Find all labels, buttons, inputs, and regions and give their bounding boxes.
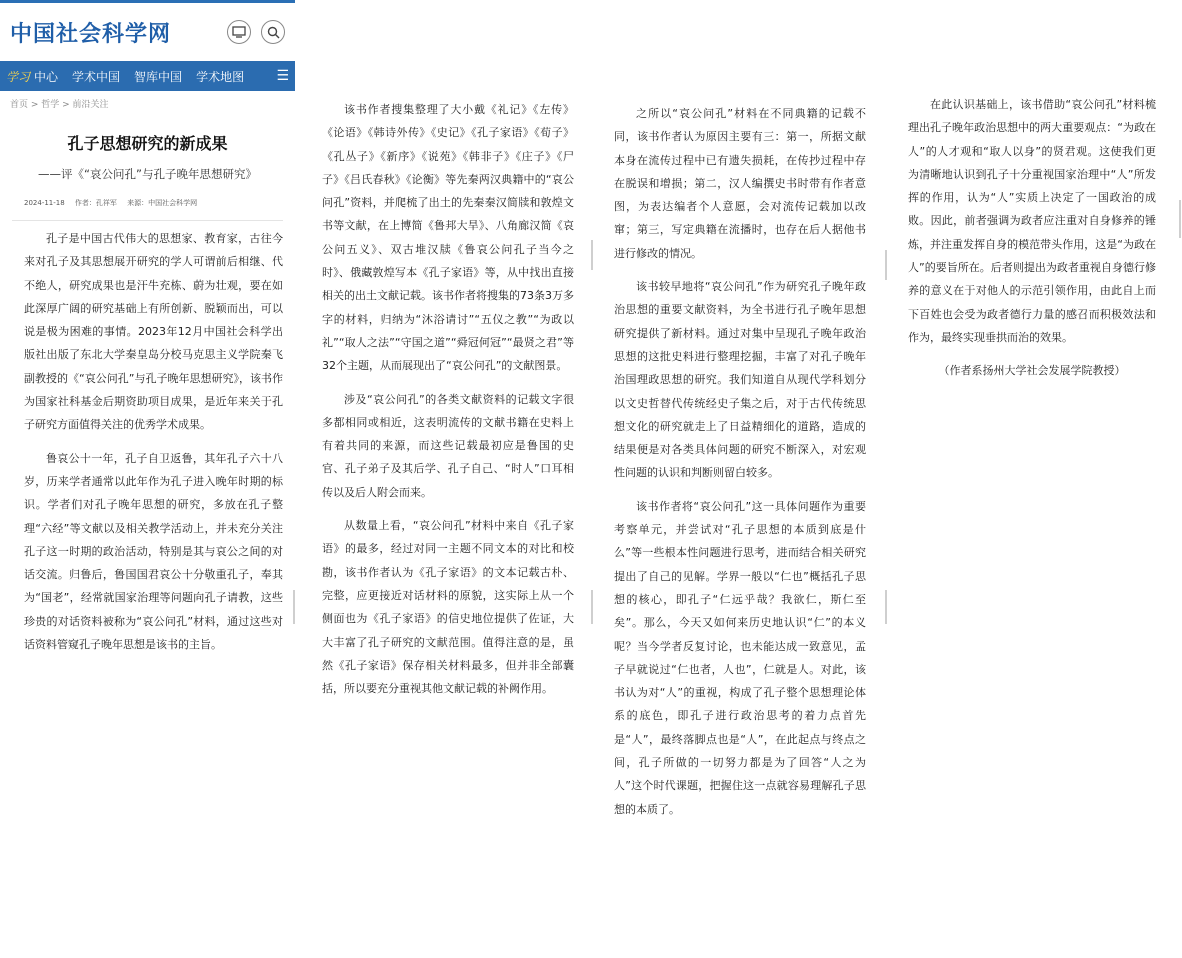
main-nav [0,61,295,91]
search-icon[interactable] [261,20,285,44]
paragraph: 孔子是中国古代伟大的思想家、教育家，古往今来对孔子及其思想展开研究的学人可谓前后相继、代不绝人，研究成果也是汗牛充栋、蔚为壮观，要在如此深厚广阔的研究基础上有所创新、脱颖而出，可以说是极为困难的事情。2023年12月中国社会科学出版社出版了东北大学秦皇岛分校马克思主义学院秦飞副教授的《“哀公问孔”与孔子晚年思想研究》，该书作为国家社科基金后期资助项目成果，是近年来关于孔子研究方面值得关注的优秀学术成果。 [24,232,283,432]
article-title: 孔子思想研究的新成果 [67,134,228,153]
site-logo[interactable]: 中国社会科学网 [10,20,172,47]
scrollbar[interactable] [591,590,593,624]
article-author: 作者：孔祥军 [74,199,117,207]
article-body-4 [890,92,1182,383]
nav-item-academic-china[interactable]: 学术中国 [72,69,121,84]
scrollbar[interactable] [591,240,593,270]
paragraph: 该书较早地将“哀公问孔”作为研究孔子晚年政治思想的重要文献资料，为全书进行孔子晚年思想研究提供了新材料。通过对集中呈现孔子晚年政治思想的这批史料进行整理挖掘，丰富了对孔子晚年治国理政思想的研究。我们知道自从现代学科划分以文史哲替代传统经史子集之后，对于古代传统思想文化的研究就走上了日益精细化的道路，造成的结果便是对各类具体问题的研究不断深入，对宏观性问题的认识和判断则留白较多。 [614,280,866,480]
article-header [12,131,283,208]
menu-icon[interactable]: ☰ [276,68,289,84]
desktop-icon[interactable] [227,20,251,44]
paragraph: 在此认识基础上，该书借助“哀公问孔”材料梳理出孔子晚年政治思想中的两大重要观点：“为政在人”的人才观和“取人以身”的贤君观。这使我们更为清晰地认识到孔子十分重视国家治理中“人”所发挥的作用，认为“人”实质上决定了一国政治的成败。因此，前者强调为政者应注重对自身修养的锤炼，并注重发挥自身的模范带头作用，这是“为政在人”的要旨所在。后者则提出为政者重视自身德行修养的意义在于对他人的示范引领作用，由此自上而下百姓也会受为政者德行力量的感召而积极效法和作为，最终实现垂拱而治的效果。 [908,98,1156,344]
article-body-3 [596,92,886,821]
paragraph: 鲁哀公十一年，孔子自卫返鲁，其年孔子六十八岁，历来学者通常以此年作为孔子进入晚年时期的标识。学者们对孔子晚年思想的研究，多放在孔子整理“六经”等文献以及相关教学活动上，并未充分关注孔子这一时期的政治活动，特别是其与哀公之间的对话交流。归鲁后，鲁国国君哀公十分敬重孔子，奉其为“国老”，经常就国家治理等问题向孔子请教，这些珍贵的对话资料被称为“哀公问孔”材料，通过这些对话资料管窥孔子晚年思想是该书的主旨。 [24,451,283,652]
article-source: 来源：中国社会科学网 [127,199,198,207]
breadcrumb[interactable]: 首页 > 哲学 > 前沿关注 [10,100,109,110]
paragraph: 之所以“哀公问孔”材料在不同典籍的记载不同，该书作者认为原因主要有三：第一，所据文献本身在流传过程中已有遗失损耗，在传抄过程中存在脱误和增损；第二，汉人编撰史书时带有作者意图，为表达编者个人意愿，会对流传记载加以改窜；第三，写定典籍在流播时，也存在后人据他书进行修改的情况。 [614,107,866,260]
article-body-2 [298,92,594,700]
article-meta [12,198,283,208]
article-panel-2 [298,92,594,958]
paragraph: 从数量上看，“哀公问孔”材料中来自《孔子家语》的最多，经过对同一主题不同文本的对比和校勘，该书作者认为《孔子家语》的文本记载古朴、完整，应更接近对话材料的原貌，这实际上从一个侧面也为《孔子家语》的信史地位提供了佐证，大大丰富了孔子研究的文献范围。值得注意的是，虽然《孔子家语》保存相关材料最多，但并非全部囊括，所以要充分重视其他文献记载的补阙作用。 [322,519,574,696]
article-date: 2024-11-18 [24,199,65,207]
article-body-1 [0,221,295,656]
article-panel-3 [596,92,886,958]
nav-item-think-tank-china[interactable]: 智库中国 [134,69,183,84]
scrollbar[interactable] [293,590,295,624]
paragraph: 涉及“哀公问孔”的各类文献资料的记载文字很多都相同或相近，这表明流传的文献书籍在史料上有着共同的来源，而这些记载最初应是鲁国的史官、孔子弟子及其后学、孔子自己、“时人”口耳相传以及后人附会而来。 [322,392,574,499]
author-note: （作者系扬州大学社会发展学院教授） [938,364,1126,378]
article-panel-1 [0,0,295,866]
article-subtitle: ——评《“哀公问孔”与孔子晚年思想研究》 [38,167,257,181]
paragraph: 该书作者将“哀公问孔”这一具体问题作为重要考察单元，并尝试对“孔子思想的本质到底是什么”等一些根本性问题进行思考，进而结合相关研究提出了自己的见解。学界一般以“仁也”概括孔子思想的核心，即孔子“仁远乎哉？我欲仁，斯仁至矣”。那么，今天又如何来历史地认识“仁”的本义呢？当今学者反复讨论，也未能达成一致意见，孟子早就说过“仁也者，人也”，仁就是人。对此，该书认为对“人”的重视，构成了孔子整个思想理论体系的底色，即孔子进行政治思考的着力点首先是“人”，最终落脚点也是“人”，在此起点与终点之间，孔子所做的一切努力都是为了回答“人之为人”这个时代课题，把握住这一点就容易理解孔子思想的本质了。 [614,499,866,816]
article-panel-4 [890,92,1182,958]
scrollbar[interactable] [885,250,887,280]
paragraph: 该书作者搜集整理了大小戴《礼记》《左传》《论语》《韩诗外传》《史记》《孔子家语》《荀子》《孔丛子》《新序》《说苑》《韩非子》《庄子》《尸子》《吕氏春秋》《论衡》等先秦两汉典籍中的“哀公问孔”资料，并爬梳了出土的先秦秦汉简牍和敦煌文书等文献，在上博简《鲁邦大旱》、八角廊汉简《哀公问五义》、双古堆汉牍《鲁哀公问孔子当今之时》、俄藏敦煌写本《孔子家语》等，从中找出直接相关的出土文献记载。该书作者将搜集的73条3万多字的材料，归纳为“沐浴请讨”“五仪之教”“为政以礼”“取人之法”“守国之道”“舜冠何冠”“最贤之君”等32个主题，从而展现出了“哀公问孔”的文献图景。 [322,103,574,373]
scrollbar[interactable] [885,590,887,624]
nav-item-center[interactable]: 中心 [34,69,59,84]
nav-xuexi-logo[interactable]: 学习 [6,69,31,84]
nav-item-academic-map[interactable]: 学术地图 [196,69,245,84]
scrollbar[interactable] [1179,200,1181,238]
brand-bar [0,3,295,61]
